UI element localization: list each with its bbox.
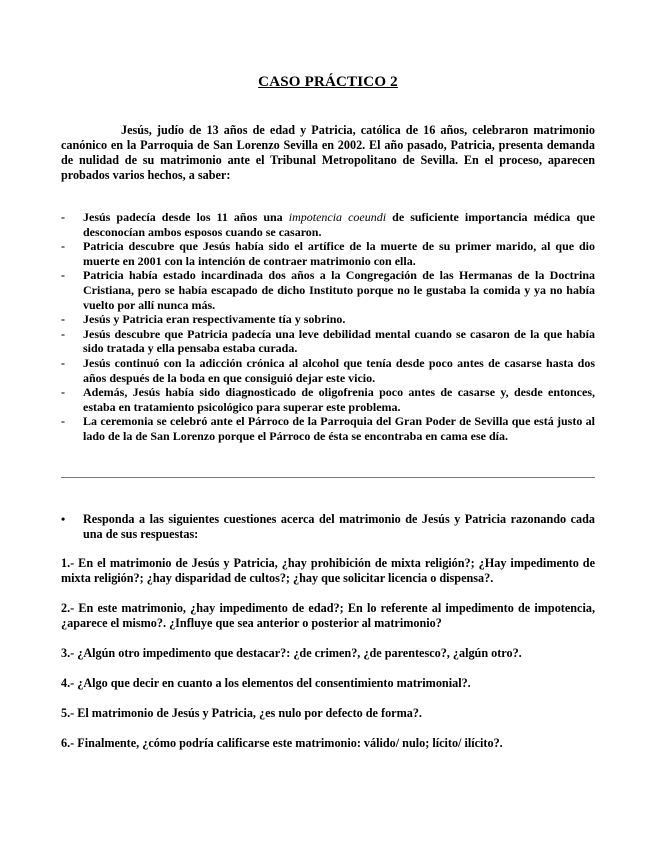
fact-text: Patricia descubre que Jesús había sido el artífice de la muerte de su primer marido, al que dio muerte en 2001 con la intención de contraer matrimonio con ella. (83, 239, 595, 268)
dash-bullet: - (61, 414, 65, 429)
question-5: 5.- El matrimonio de Jesús y Patricia, ¿es nulo por defecto de forma?. (61, 706, 422, 720)
questions-prompt (61, 512, 595, 542)
dash-bullet: - (61, 239, 65, 254)
fact-text: Jesús padecía desde los 11 años una (83, 210, 289, 224)
round-bullet: • (61, 512, 66, 526)
fact-item (61, 210, 595, 239)
fact-italic-term: impotencia coeundi (288, 210, 387, 224)
question-1: 1.- En el matrimonio de Jesús y Patricia, ¿hay prohibición de mixta religión?; ¿Hay impedimento de mixta religión?; ¿hay disparidad de cultos?; ¿hay que solicitar licencia o dispensa?. (61, 556, 595, 585)
fact-text: Además, Jesús había sido diagnosticado de oligofrenia poco antes de casarse y, desde entonces, estaba en tratamiento psicológico para superar este problema. (83, 385, 595, 414)
facts-list (61, 210, 595, 444)
fact-text: Jesús continuó con la adicción crónica al alcohol que tenía desde poco antes de casarse hasta dos años después de la boda en que consiguió dejar este vicio. (83, 355, 595, 385)
fact-item (61, 414, 595, 443)
fact-text: de suficiente importancia médica que desconocían ambos esposos cuando se casaron. (83, 210, 595, 239)
dash-bullet: - (61, 355, 65, 370)
dash-bullet: - (61, 268, 65, 283)
fact-item (61, 312, 595, 327)
horizontal-divider (61, 477, 595, 478)
fact-item (61, 327, 595, 356)
fact-text: Jesús y Patricia eran respectivamente tía y sobrino. (83, 312, 346, 327)
intro-paragraph: Jesús, judío de 13 años de edad y Patricia, católica de 16 años, celebraron matrimonio canónico en la Parroquia de San Lorenzo Sevilla en 2002. El año pasado, Patricia, presenta demanda de nulidad de su matrimonio ante el Tribunal Metropolitano de Sevilla. En el proceso, aparecen probados varios hechos, a saber: (61, 123, 595, 182)
question-3: 3.- ¿Algún otro impedimento que destacar?: ¿de crimen?, ¿de parentesco?, ¿algún otro?. (61, 646, 522, 660)
dash-bullet: - (61, 326, 65, 341)
fact-item (61, 268, 595, 312)
fact-text: Jesús descubre que Patricia padecía una leve debilidad mental cuando se casaron de la que había sido tratada y ella pensaba estaba curada. (83, 326, 595, 356)
dash-bullet: - (61, 210, 65, 224)
question-6: 6.- Finalmente, ¿cómo podría calificarse este matrimonio: válido/ nulo; lícito/ ilícito?. (61, 736, 503, 750)
fact-text: La ceremonia se celebró ante el Párroco de la Parroquia del Gran Poder de Sevilla que está justo al lado de la de San Lorenzo porque el Párroco de ésta se encontraba en cama ese día. (83, 414, 595, 443)
dash-bullet: - (61, 385, 65, 400)
question-2: 2.- En este matrimonio, ¿hay impedimento de edad?; En lo referente al impedimento de impotencia, ¿aparece el mismo?. ¿Influye que sea anterior o posterior al matrimonio? (61, 601, 595, 630)
fact-item (61, 239, 595, 268)
document-title: CASO PRÁCTICO 2 (258, 74, 398, 90)
dash-bullet: - (61, 312, 65, 327)
fact-item (61, 356, 595, 385)
question-4: 4.- ¿Algo que decir en cuanto a los elementos del consentimiento matrimonial?. (61, 676, 471, 690)
fact-item (61, 385, 595, 414)
fact-text: Patricia había estado incardinada dos años a la Congregación de las Hermanas de la Doctrina Cristiana, pero se había escapado de dicho Instituto porque no le gustaba la comida y ya no había vuelto por allí nunca más. (83, 268, 595, 312)
prompt-text: Responda a las siguientes cuestiones acerca del matrimonio de Jesús y Patricia razonando cada una de sus respuestas: (83, 512, 595, 541)
